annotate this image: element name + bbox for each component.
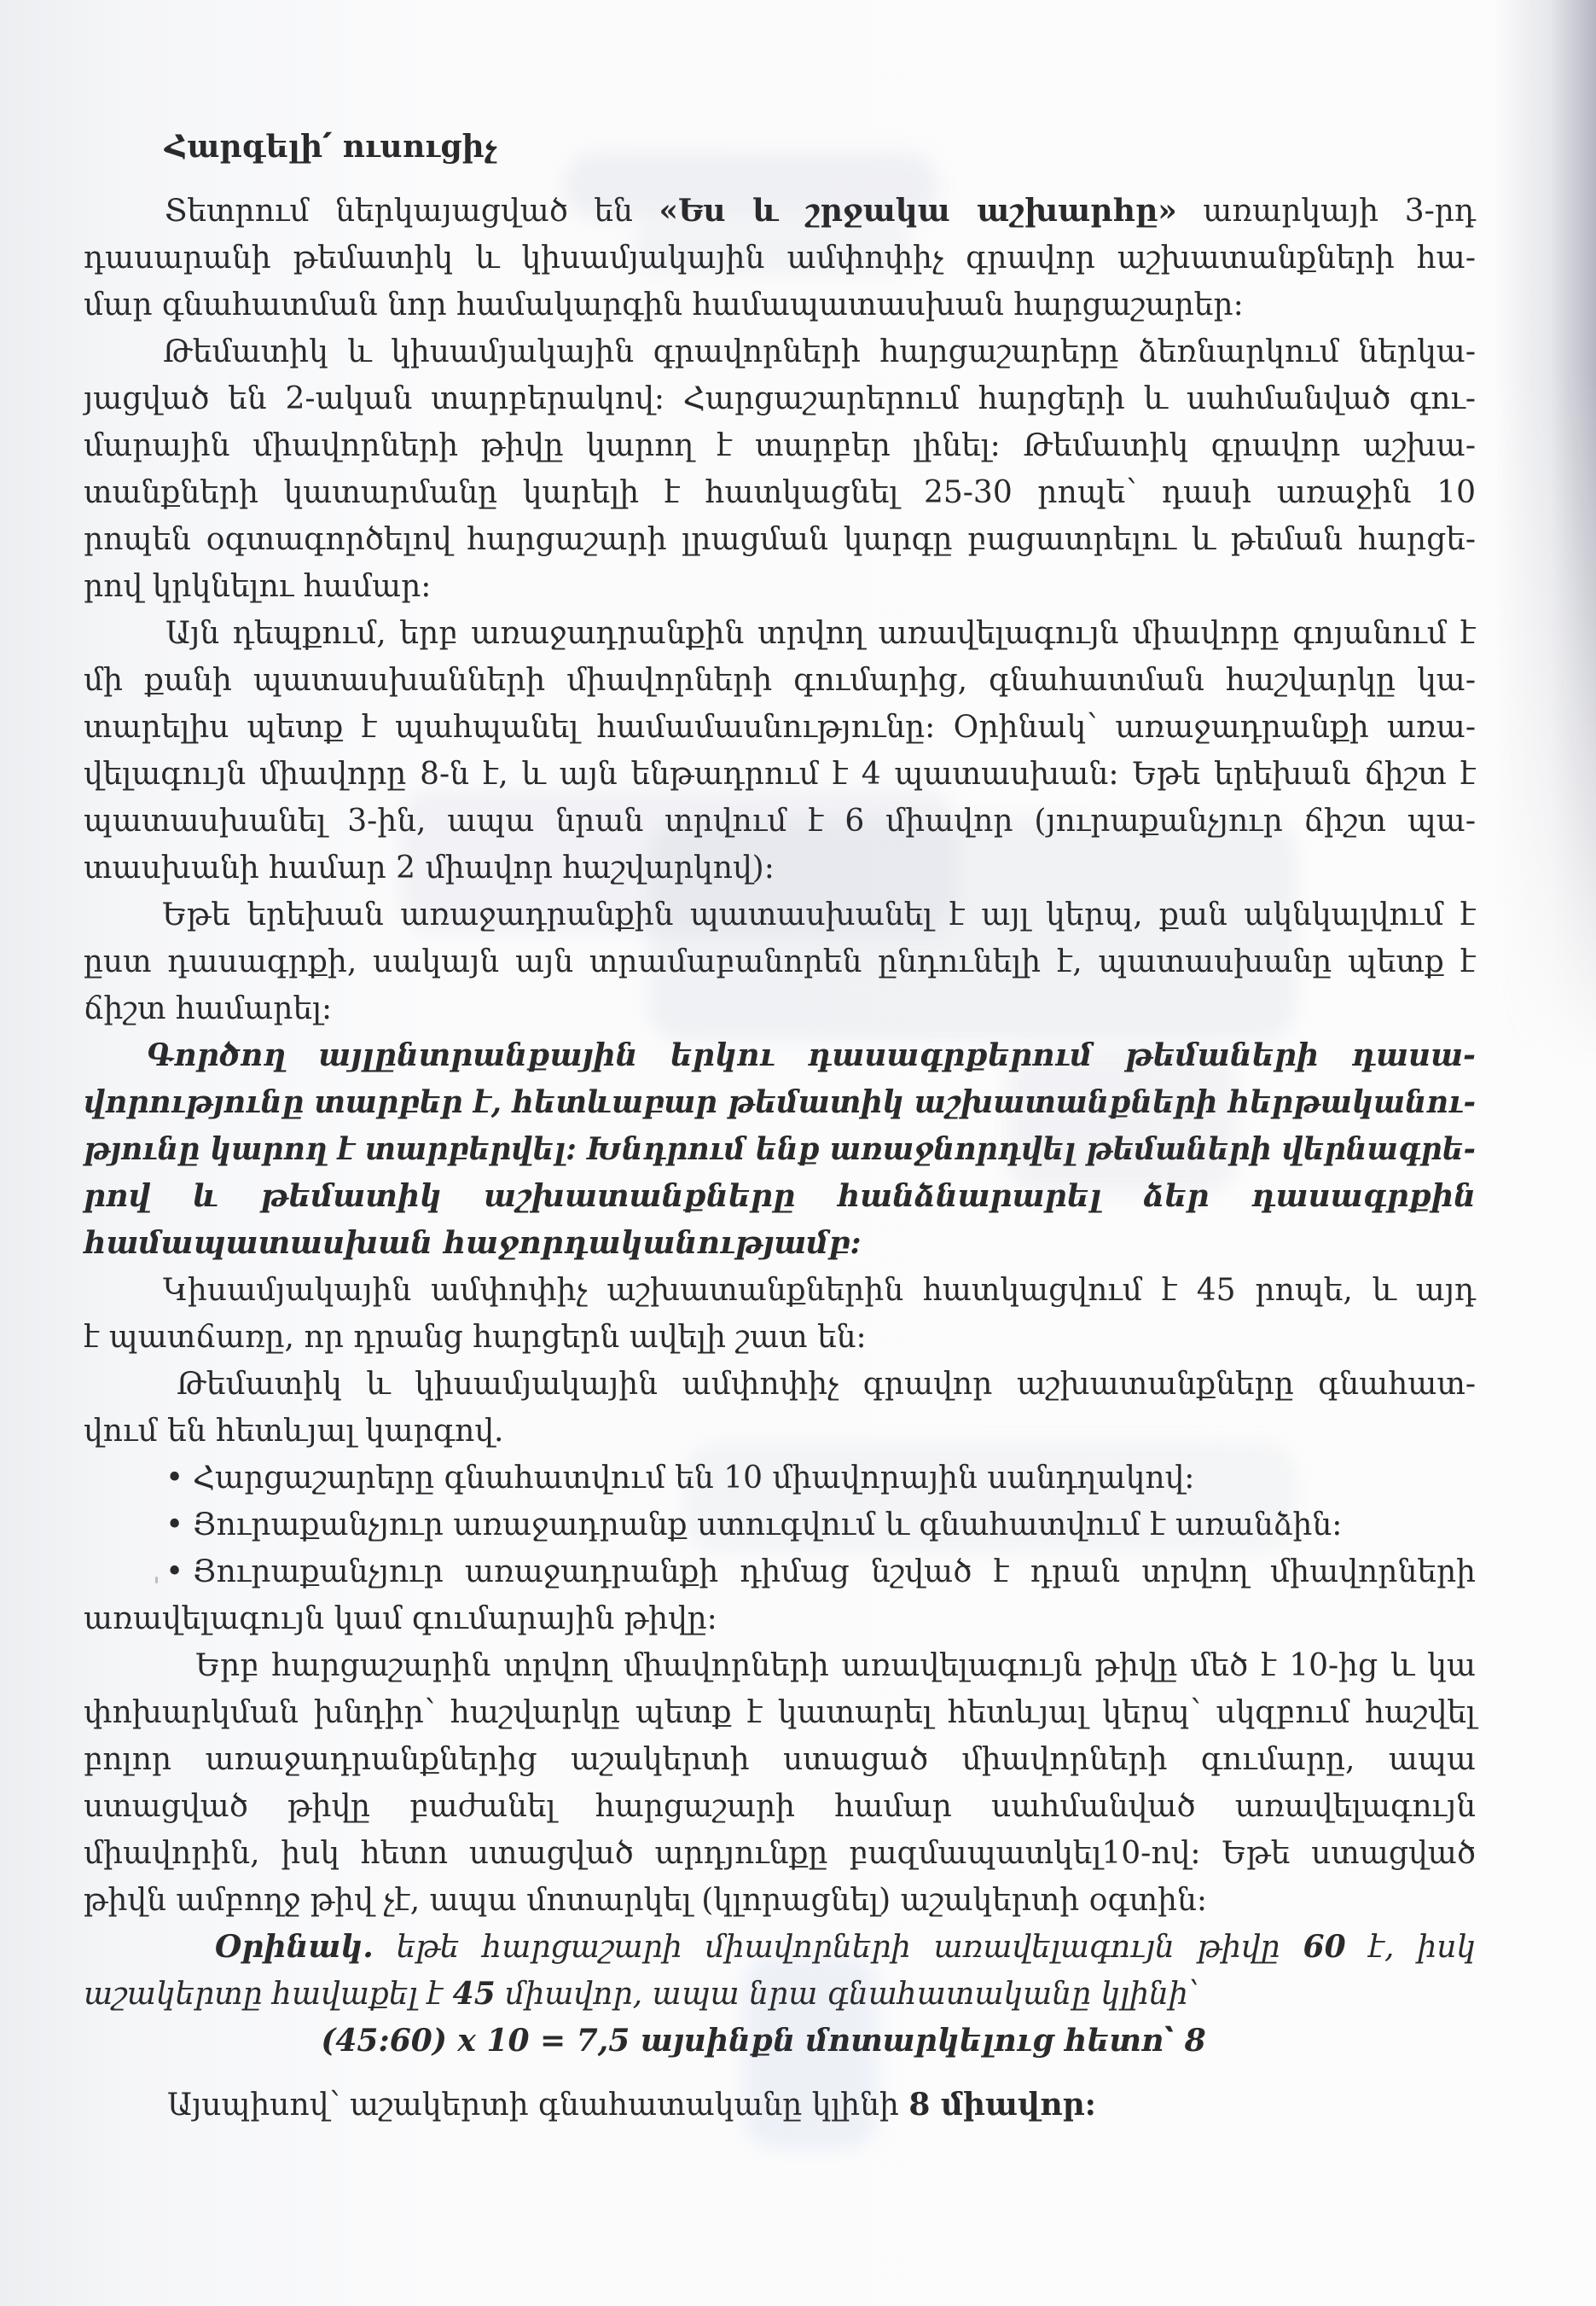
bullet-item bbox=[84, 1502, 1476, 1548]
bullet-item bbox=[84, 1455, 1476, 1502]
text-run: Կիսամյակային ամփոփիչ աշխատանքներին հատկացվում է 45 րոպե, և այդ bbox=[163, 1273, 1476, 1308]
text-run: վում են հետևյալ կարգով. bbox=[84, 1414, 504, 1449]
emphasized-text: «Ես և շրջակա աշխարհը» bbox=[659, 193, 1177, 229]
text-line bbox=[84, 235, 1476, 282]
paragraph bbox=[84, 328, 1476, 610]
text-run: թիվն ամբողջ թիվ չէ, ապա մոտարկել (կլորացնել) աշակերտի օգտին: bbox=[84, 1883, 1207, 1918]
text-line bbox=[147, 1032, 1476, 1079]
line-content bbox=[163, 328, 1476, 375]
text-line bbox=[163, 1267, 1476, 1314]
bullet-icon: • bbox=[165, 1554, 184, 1589]
text-run: ստացված թիվը բաժանել հարցաշարի համար սահմանված առավելագույն bbox=[84, 1789, 1476, 1824]
text-line bbox=[84, 469, 1476, 516]
text-line bbox=[195, 1642, 1476, 1689]
line-content bbox=[84, 375, 1476, 422]
text-run: առավելագույն կամ գումարային թիվը: bbox=[84, 1601, 717, 1636]
text-run: Թեմատիկ և կիսամյակային ամփոփիչ գրավոր աշխատանքները գնահատ- bbox=[177, 1367, 1476, 1402]
text-line bbox=[84, 1408, 1476, 1455]
text-run: եթե հարցաշարի միավորների առավելագույն թիվը bbox=[373, 1930, 1303, 1965]
line-content bbox=[84, 704, 1476, 751]
line-content bbox=[84, 282, 1244, 328]
line-content bbox=[165, 610, 1476, 657]
text-line bbox=[84, 422, 1476, 469]
text-run: տարելիս պետք է պահպանել համամասնությունը: Օրինակ՝ առաջադրանքի առա- bbox=[84, 710, 1476, 745]
text-line bbox=[162, 892, 1476, 938]
line-content bbox=[167, 2082, 1096, 2129]
example bbox=[84, 1924, 1476, 2018]
text-run: առարկայի 3-րդ bbox=[1176, 194, 1476, 229]
line-content bbox=[215, 1924, 1476, 1971]
line-content bbox=[147, 1032, 1476, 1079]
text-line bbox=[84, 563, 1476, 610]
text-run: տանքների կատարմանը կարելի է հատկացնել 25-30 րոպե՝ դասի առաջին 10 bbox=[84, 475, 1476, 510]
line-content bbox=[84, 469, 1476, 516]
text-line bbox=[84, 751, 1476, 798]
line-content bbox=[84, 563, 431, 610]
text-run: մար գնահատման նոր համակարգին համապատասխան հարցաշարեր: bbox=[84, 288, 1244, 322]
text-run: աշակերտը հավաքել է bbox=[84, 1977, 453, 2012]
text-line bbox=[84, 1595, 1476, 1642]
text-run: վելագույն միավորը 8-ն է, և այն ենթադրում է 4 պատասխան: Եթե երեխան ճիշտ է bbox=[84, 757, 1476, 792]
line-content bbox=[84, 1877, 1207, 1924]
document-body bbox=[84, 188, 1476, 2129]
text-line bbox=[84, 704, 1476, 751]
text-line bbox=[84, 1079, 1476, 1126]
text-run: վորությունը տարբեր է, հետևաբար թեմատիկ աշխատանքների հերթականու- bbox=[84, 1084, 1476, 1120]
text-run: համապատասխան հաջորդականությամբ: bbox=[84, 1225, 862, 1261]
text-line bbox=[165, 610, 1476, 657]
line-content bbox=[165, 188, 1476, 235]
text-line bbox=[165, 1548, 1476, 1595]
text-run: Այսպիսով՝ աշակերտի գնահատականը կլինի bbox=[167, 2088, 909, 2123]
line-content bbox=[84, 938, 1476, 985]
text-line bbox=[84, 1736, 1476, 1783]
emphasized-text: 60 bbox=[1303, 1929, 1346, 1965]
line-content bbox=[84, 1408, 504, 1455]
text-line bbox=[84, 516, 1476, 563]
emphasized-text: 45 bbox=[452, 1976, 496, 2012]
line-content bbox=[195, 1642, 1476, 1689]
text-run: րով կրկնելու համար: bbox=[84, 569, 432, 604]
text-line bbox=[165, 1502, 1476, 1548]
line-content bbox=[84, 1314, 867, 1361]
line-content bbox=[84, 1689, 1476, 1736]
text-line bbox=[84, 1314, 1476, 1361]
text-line bbox=[84, 2018, 1476, 2065]
text-run: Յուրաքանչյուր առաջադրանքի դիմաց նշված է դրան տրվող միավորների bbox=[193, 1554, 1476, 1589]
line-content bbox=[84, 1830, 1476, 1877]
text-run: պատասխանել 3-ին, ապա նրան տրվում է 6 միավոր (յուրաքանչյուր ճիշտ պա- bbox=[84, 804, 1476, 839]
text-run: (45:60) x 10 = 7,5 այսինքն մոտարկելուց հետո՝ 8 bbox=[321, 2023, 1206, 2059]
text-run: է պատճառը, որ դրանց հարցերն ավելի շատ են: bbox=[84, 1320, 867, 1355]
line-content bbox=[84, 1173, 1476, 1220]
text-run: է, իսկ bbox=[1345, 1930, 1476, 1965]
line-content bbox=[84, 516, 1476, 563]
text-line bbox=[84, 845, 1476, 892]
text-run: Տետրում ներկայացված են bbox=[165, 194, 659, 229]
paragraph bbox=[84, 610, 1476, 892]
text-line bbox=[84, 657, 1476, 704]
bullet-icon: • bbox=[165, 1507, 184, 1542]
line-content bbox=[84, 422, 1476, 469]
paragraph bbox=[84, 1267, 1476, 1361]
paragraph bbox=[84, 188, 1476, 328]
text-run: Յուրաքանչյուր առաջադրանք ստուգվում և գնահատվում է առանձին: bbox=[193, 1507, 1343, 1542]
line-content bbox=[165, 1502, 1342, 1548]
text-line bbox=[84, 938, 1476, 985]
text-line bbox=[167, 2082, 1476, 2129]
text-run: յացված են 2-ական տարբերակով: Հարցաշարերում հարցերի և սահմանված գու- bbox=[84, 381, 1476, 416]
text-run: Երբ հարցաշարին տրվող միավորների առավելագույն թիվը մեծ է 10-ից և կա bbox=[195, 1648, 1476, 1683]
conclusion bbox=[84, 2082, 1476, 2129]
text-line bbox=[84, 1783, 1476, 1830]
paragraph bbox=[84, 892, 1476, 1032]
line-content bbox=[163, 1267, 1476, 1314]
text-run: տասխանի համար 2 միավոր հաշվարկով): bbox=[84, 851, 775, 886]
line-content bbox=[84, 1736, 1476, 1783]
text-run: բոլոր առաջադրանքներից աշակերտի ստացած միավորների գումարը, ապա bbox=[84, 1742, 1476, 1777]
text-line bbox=[84, 798, 1476, 845]
emphasized-text: 8 միավոր: bbox=[908, 2087, 1096, 2123]
text-line bbox=[163, 328, 1476, 375]
text-line bbox=[84, 1830, 1476, 1877]
text-line bbox=[165, 1455, 1476, 1502]
line-content bbox=[84, 751, 1476, 798]
text-run: մարային միավորների թիվը կարող է տարբեր լինել: Թեմատիկ գրավոր աշխա- bbox=[84, 428, 1476, 463]
page-edge-shadow bbox=[1494, 0, 1596, 1066]
text-run: Թեմատիկ և կիսամյակային գրավորների հարցաշարերը ձեռնարկում ներկա- bbox=[163, 334, 1476, 369]
text-run: Եթե երեխան առաջադրանքին պատասխանել է այլ կերպ, քան ակնկալվում է bbox=[162, 897, 1476, 932]
text-line bbox=[84, 1220, 1476, 1267]
page-heading: Հարգելի՛ ուսուցիչ bbox=[165, 129, 498, 165]
text-run: դասարանի թեմատիկ և կիսամյակային ամփոփիչ գրավոր աշխատանքների հա- bbox=[84, 241, 1476, 276]
text-line bbox=[84, 1689, 1476, 1736]
text-run: րով և թեմատիկ աշխատանքները հանձնարարել ձեր դասագրքին bbox=[84, 1178, 1476, 1214]
text-run: միավոր, ապա նրա գնահատականը կլինի՝ bbox=[495, 1977, 1199, 2012]
line-content bbox=[177, 1361, 1476, 1408]
text-line bbox=[84, 1971, 1476, 2018]
line-content bbox=[165, 1455, 1194, 1502]
line-content bbox=[84, 845, 775, 892]
line-content bbox=[84, 1079, 1476, 1126]
line-content bbox=[84, 235, 1476, 282]
paragraph bbox=[84, 1642, 1476, 1924]
text-run: ըստ դասագրքի, սակայն այն տրամաբանորեն ընդունելի է, պատասխանը պետք է bbox=[84, 944, 1476, 979]
text-run: րոպեն օգտագործելով հարցաշարի լրացման կարգը բացատրելու և թեման հարցե- bbox=[84, 522, 1476, 557]
emphasized-text: Օրինակ. bbox=[215, 1929, 374, 1965]
line-content bbox=[84, 1126, 1476, 1173]
text-line bbox=[84, 1126, 1476, 1173]
text-line bbox=[84, 985, 1476, 1032]
line-content bbox=[84, 1220, 862, 1267]
line-content bbox=[165, 1548, 1476, 1595]
line-content bbox=[84, 1783, 1476, 1830]
line-content bbox=[84, 1971, 1199, 2018]
text-run: միավորին, իսկ հետո ստացված արդյունքը բազմապատկել10-ով: Եթե ստացված bbox=[84, 1836, 1476, 1871]
text-line bbox=[165, 188, 1476, 235]
text-run: Գործող այլընտրանքային երկու դասագրքերում թեմաների դասա- bbox=[147, 1037, 1476, 1073]
text-line bbox=[84, 282, 1476, 328]
text-line bbox=[215, 1924, 1476, 1971]
text-line bbox=[84, 1173, 1476, 1220]
text-line bbox=[84, 375, 1476, 422]
paragraph bbox=[84, 1361, 1476, 1455]
bullet-icon: • bbox=[165, 1461, 184, 1496]
text-run: մի քանի պատասխանների միավորների գումարից, գնահատման հաշվարկը կա- bbox=[84, 663, 1476, 698]
line-content bbox=[84, 1595, 717, 1642]
text-line bbox=[84, 1877, 1476, 1924]
text-line bbox=[177, 1361, 1476, 1408]
paragraph bbox=[84, 1032, 1476, 1267]
line-content bbox=[84, 798, 1476, 845]
bullet-item bbox=[84, 1548, 1476, 1642]
text-run: փոխարկման խնդիր՝ հաշվարկը պետք է կատարել հետևյալ կերպ՝ սկզբում հաշվել bbox=[84, 1695, 1476, 1730]
line-content bbox=[84, 985, 332, 1032]
text-run: Հարցաշարերը գնահատվում են 10 միավորային սանդղակով: bbox=[193, 1461, 1195, 1496]
text-run: ճիշտ համարել: bbox=[84, 991, 333, 1026]
text-run: Այն դեպքում, երբ առաջադրանքին տրվող առավելագույն միավորը գոյանում է bbox=[165, 616, 1476, 651]
formula bbox=[84, 2018, 1476, 2065]
line-content bbox=[321, 2018, 1205, 2065]
line-content bbox=[162, 892, 1476, 938]
text-run: թյունը կարող է տարբերվել: Խնդրում ենք առաջնորդվել թեմաների վերնագրե- bbox=[84, 1131, 1476, 1167]
line-content bbox=[84, 657, 1476, 704]
